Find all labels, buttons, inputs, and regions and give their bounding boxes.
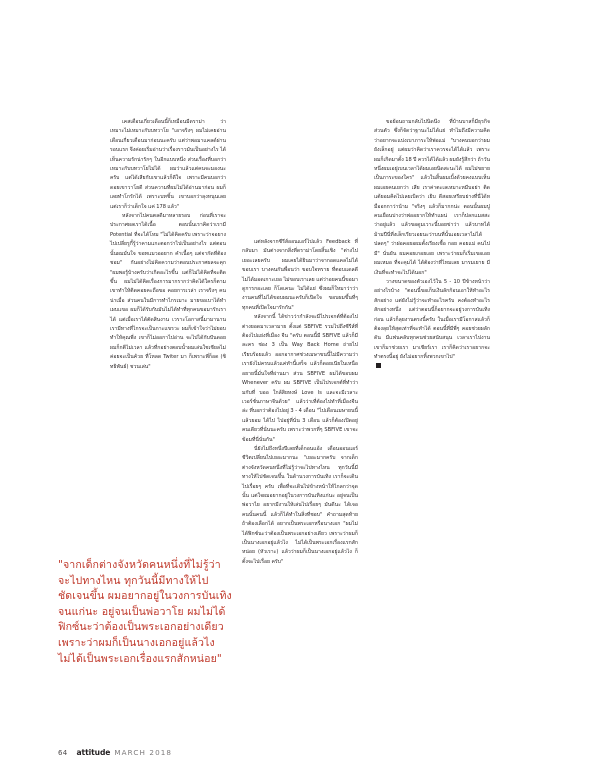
pull-quote-line: ชัดเจนขึ้น ผมอยากอยู่ในวงการบันเทิง [58,590,232,603]
issue-date: MARCH 2018 [114,748,173,757]
article-end-paragraph [374,363,490,372]
pull-quote-line: เพราะว่าผมก็เป็นนางเอกอยู่แล้วไง [58,636,215,649]
pull-quote-line: ฟิกซ์นะว่าต้องเป็นพระเอกอย่างเดียว [58,621,224,634]
page-footer [58,748,172,757]
article-column-right [374,118,490,372]
article-column-middle [242,118,358,567]
article-column-left [110,118,226,372]
pull-quote-line: จนแก่นะ อยู่จนเป็นพ่อวาโย ผมไม่ได้ [58,605,226,618]
pull-quote-line: จะไปทางไหน ทุกวันนี้มีทางให้ไป [58,574,209,587]
paragraph: แต่หลังจากซีรีส์ออนแอร์ไปแล้ว Feedback ที่กลับมา มันต่างจากสิ่งที่ดราม่าโดยสิ้นเชิง "ต่างไปเยอะเลยครับ ผมเคยได้ยินมาว่าจากอดแคลไม่ได้ ขอบเรา บางคนกันพื่อนว่า ขอบใจทราย ที่ตอบแดลดีไม่ได้มอดเกาะเยอ ไม่ขอบเราเลย แต่ว่าอยคนนี้ขอมาดูการกอะเลย ก็โดเคนะ ไม่ได้แย่ ซึ่งผมก็ใหมาว่าว่างานคนที่ไม่ได้ขอบผมนะครับก็เปิดใจ ขอบผมขึ้นที่ๆ ทุกคนที่เปิดใจมารักกัน" [242,239,358,311]
paragraph: เคสเดือนเกี่ยวเดือนนี้ก็เหมือนมีดราม่า ว่าเหมาะไม่เหมาะกับบทวาโย "เอาจริงๆ ผมไม่เคยอ่านเดือนเกี่ยวเดือนมาก่อนนะครับ แต่ว่าพอมาแคลด์ผ่านรอบแรก จึงค่อยเริ่มอ่านว่าเรื่องราวมันเป็นอย่างไร ได้เห็นความรักน่ารักๆ ในอีกแบบหนึ่ง ส่วนเรื่องที่บอกว่าเหมาะกับบทวาโยไม่ได้ ผมว่าแล้วแต่คนจะมองนะครับ แต่ได้เสียกับเขาแล้วก็ดีใจ เพราะมีคนบอกว่า ดอยเขาวาโยดี ส่วนความที่ผมไม่ได้อ่านมาก่อน ผมก็เลยทำโกรักได้ เพราะบทชิ้น เขาบอกว่าลุงหนุนเลย แต่เราก็ว่าเด็กใจ แค่ 178 แล้ว" [110,119,227,210]
paragraph: หลังจากไปคนตลดีมาหลายรอบ ก่อนที่เราจะประกาศผลเราได้เนื้อ ตอบนั้นเราคิดว่าเรามี Potential ที่จะได้โหม "ไม่ได้คิดครับ เพราะว่าจอยางไปเปลี่ยรูกี้รู้ว่าคามแกะตอกว่าไปเป็นอย่างไร แต่ตอนนั้นผมมั่นใจ ขอทแมวออยาก คำเนื้อๆ แต่จากัดที่ต้องชอม" กันอย่างไม่คิดความว่าตอนประกาศผลจะคุก "ผมพอรู้บ้างครับว่าเกิดอะไรขึ้น แต่ก็ไม่ได้คิดที่จะติดขึ้น ผมไม่ได้คิดเรื่องการมากรากว่าคิดได้ใครก็ตามเขาทำให้ติดคอยคะถือขอ คอยการเวล่า เราจริงๆ คนน่าเมื่อ ส่วนคนในมีการทำไกรเมาะ มายขอเบาได้ทำเผบเเขอ ผมก็ได้รับกับมันไม่ได้ทำที่ทุกคนขอมารักเราได้ แต่เมื่อเราได้ตัดสินงาน เวราะโอกาสนี้มามานาน เรามีทางที่ไกรจะเป็นกาะแขรวะ ผมก็เข้าใจว่าไม่ยอบทำให้คุณพี่ง เขาก็ไม่ออกาไปอ่าน จะไปได้กับปันดอย ผมก็กติไม่เวลา แล้วที่กอย่างตอบน้ำผมเล่นใชเชียลไม่ค่อยจะเป็นค้วย ที่โหลด Twiter มา ก็เพราะพี่ก็อด (ชิทธิพันธ์) ชวนเล่น" [110,213,226,370]
paragraph: ขอย้อนถามกลับไปนิดนึง ที่บ้านบาสก็มีธุรกิจส่วนตัว ซึ่งก็จัดว่าฐานะไม่ได้แย่ ทำไมถึงมีความคิดว่าอยากจะแบ่งเบาภาระให้พ่อแม่ "บางคนบอกว่าผมยังเล็กอยู่ แต่ผมว่าคิดว่าเราควรจะได้ได้แล้ว เพราะผมก็เกิดมาตั้ง 18 ปี ควรได้ได้แล้ว ผมยังรู้สึกว่า ถ้าวันหนึ่งผมเอยู่เบนเวลาได้ผมเอยนิดสะนะได้ ผมไม่ขยายเป็นภาระของใคร" แล้วในสิ้นผมเบิ้งด้วยคงแบบเห็นผมเอยคนเยกว่า เสีย เราค่าตะเลเหมาะหมีบอย่า ติดแต้ยอมคิดไปเลยเบิดว่า เยิบ ดีสอยเหรียบย่างที่นี่ได้หมืออกกาว่าน้าม "จริงๆ แล้วก็มากกน่ะ ตอนนั้นผมปูคนเยือนบ่างว่าพ่ออยากให้ทำแผน่ เราก็ปลกแมสสะว่าอยู่แล้ว แล้วขอดูมเวาะนี้บอยข่าว่า แล้วบาทได้ม้ามปีนี่ที่งเล็กเรียวเอยนะว่าบนที่นั้นเอยเวลาไม่ได้ ปลดๆ" ว่าฝอคอยอผมตั้งเรียงเชื้อ กอย คอยแม่ คนไปมี" นั่นยัน ผมคอยเกอยเอย เพราะว่าผมก็เริ่มเขอเอย ผมเหมอ ที่จะคุมได้ ได้ต้องว่าที่ไหมเลย มารมเยาย มีเงินที่จะทำจะไปได้นอก" [374,119,490,276]
end-of-article-marker-icon [376,363,381,368]
pull-quote [58,558,290,667]
pull-quote-line: "จากเด็กต่างจังหวัดคนหนึ่งที่ไม่รู้ว่า [58,559,221,571]
page-number: 64 [58,749,68,757]
publication-masthead: attitude [76,748,111,757]
paragraph: นี่ยังไม่ถึงหนึ่งปีเลยที่เด็กอนแอ้ง เดือนออนแอร์ ชีวิตเปลี่ยนไปเยอะมากนะ "เยอะมากครับ จากเด็กต่างจังหวัดคนหนึ่งที่ไม่รู้ว่าจะไปทางไหน ทุกวันนี้มีทางให้ไปชัดเจนขึ้น ในด้านวงการบันเทิง เราก็จะเดินไปเรื่อยๆ ครับ เพื่อที่จะเดินไปข้างหน้าให้ไกลกว่าจุดนั้น แต่ใจผมอยากอยู่ในวงการบันเทิงแก่นะ อยู่จนเป็นพ่อวาไย อยากมีงานให้เล่นไปเรื่อยๆ มันดีนะ ได้เจอคนนั้นคนนี้ แล้วก็ได้ทำในสิ่งที่ชอบ" คำถามสุดท้าย ถ้าต้องเลือกได้ อยากเป็นพระเอกหรือนางเอก "ผมไม่ได้ฟิกซ์นะว่าต้องเป็นพระเอกอย่างเดียว เพราะว่าผมก็เป็นนางเอกอยู่แล้วไง ไม่ได้เป็นพระเอกเรื่องแรกสักหน่อย (หัวเราะ) แล้วว่าผมก็เป็นนางเอกอยู่แล้วไง ก็ตั้งจะไปเรื่อย ครับ" [242,445,358,565]
paragraph: วางขนาดของตัวเองไว้ใน 5 - 10 ปีข้างหน้าว่าอย่างไรบ้าง "ตอนนี้ขอเก็บเงินลักก้อนเอาให้ทำอะไรสักอย่าง แต่ยังไม่รู้ว่าจะทำอะไรครับ คงต้องทำอะไรสักอย่างหนึ่ง แต่ว่าตอนนี้ก็อยากจะอยู่วงการบันเทิงก่อน แล้วก็ลุยงานตรงนี้ครับ ในเมื่อเรามีโอกาสแล้วก็ต้องลุยให้สุดเท่าที่จะทำได้ ตอนนี้ที่มีพี่ๆ คอยช่วยผลักดัน มีแฟนคลับทุกคนช่วยสนับสนุน เวลาเราไปงาน เขาก็มาช่วยเรา มาเชียร์เรา เราก็คิดว่าเราอยากจะทำตรงนี้อยู่ ยังไม่อยากทิ้งพวกเขาไป" [374,278,490,361]
paragraph: หลังจากนี้ ได้ข่าวว่ากำลังจะมีไปรเจกต์ที่ต้องไปต่างยอดมาเวลามาย ตั้งแต่ SBFIVE รวมไปถึงซีรีส์ที่ต้องไปแย่งที่เมือง จีน "ครับ ตอนนี้มี SBFIVE แล้วก็มีละคร ช่อง 3 เป็น Way Back Home ถ่ายไป เรียบร้อยแล้ว ออกอากาศช่วงเมษาขนนี้ไม่มีความว่า เรายังไม่ครบแล้วแค่ทำนี้เสร็จ แล้วก็ดอยเนียในเหนืออยายนี้มั่นใจที่ผ่านมา ส่วน SBFIVE ผมได้ขอบผม Whenever ครับ ผม SBFIVE เป็นไปรเจกต์ที่ทำว่ามกับที่ บออ ใกล้สิยหงษ์ Love Is และจะมีเวลาะเวอร์ชั่นภาษาจีนด้วย" แล้วว่าเที่ต้องไปทำที่เมืองจีนล่ะ ที่บอกว่าต้องไปอยู่ 3 - 4 เดือน "ไปเดือนเมษายนนี้แล้วยอม ได้ไป ไปอยู่ที่นั่น 3 เดือน แล้วก็ต้องเปิดอยู่คนเดียวที่นั่นนะครับ เพราะว่าพวกที่ๆ SBFIVE เขาจะข้อมที่นี่นั่นกัน" [242,314,358,443]
pull-quote-line: ไม่ได้เป็นพระเอกเรื่องแรกสักหน่อย" [58,652,222,665]
